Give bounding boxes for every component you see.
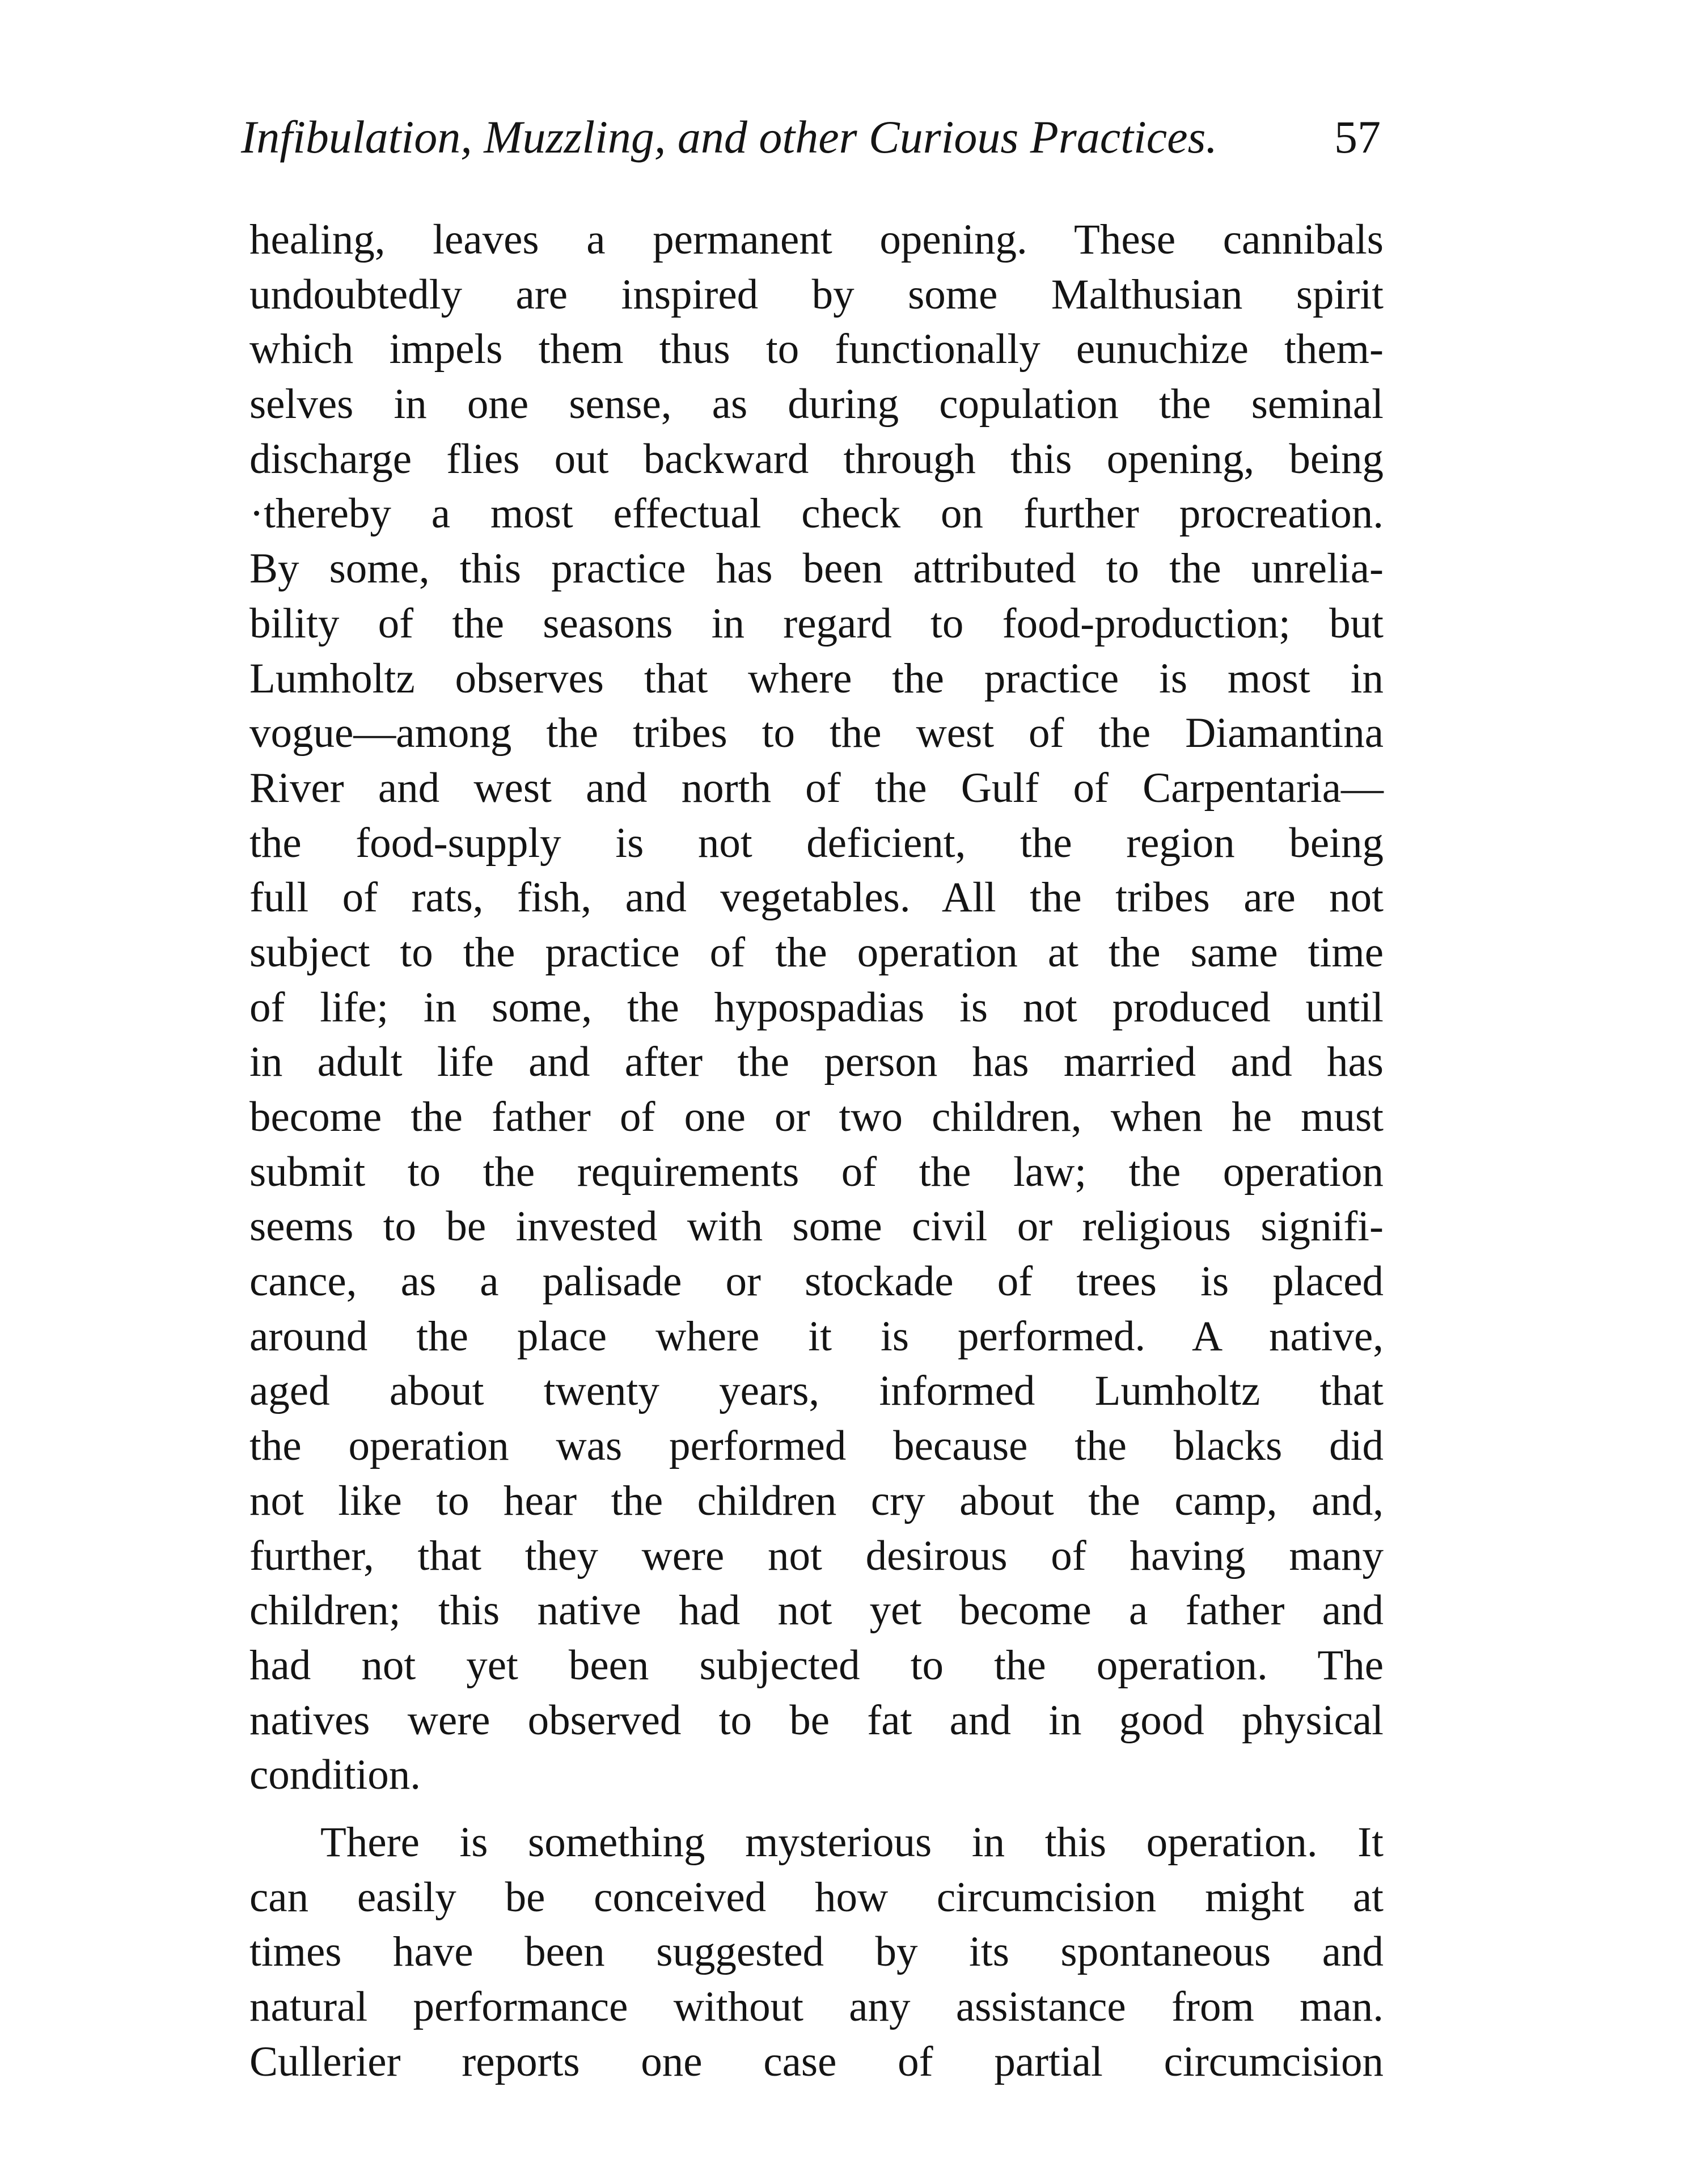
text-line: undoubtedly are inspired by some Malthusian spirit <box>249 271 1384 318</box>
text-line: subject to the practice of the operation at the same time <box>249 928 1384 976</box>
text-line: bility of the seasons in regard to food-production; but <box>249 599 1384 647</box>
text-line: vogue—among the tribes to the west of the Diamantina <box>249 709 1384 757</box>
text-line: healing, leaves a permanent opening. These cannibals <box>249 216 1384 263</box>
text-line: the operation was performed because the blacks did <box>249 1422 1384 1470</box>
text-line: ·thereby a most effectual check on further procreation. <box>249 490 1384 538</box>
text-line: of life; in some, the hypospadias is not produced until <box>249 983 1384 1031</box>
text-line: become the father of one or two children, when he must <box>249 1093 1384 1140</box>
text-line: There is something mysterious in this operation. It <box>320 1818 1384 1866</box>
text-line: River and west and north of the Gulf of Carpentaria— <box>249 764 1384 812</box>
text-line: submit to the requirements of the law; the operation <box>249 1148 1384 1196</box>
text-line: the food-supply is not deficient, the region being <box>249 819 1384 867</box>
page-number: 57 <box>1334 111 1381 163</box>
text-line: times have been suggested by its spontaneous and <box>249 1928 1384 1976</box>
text-line: By some, this practice has been attributed to the unrelia- <box>249 545 1384 593</box>
text-line: cance, as a palisade or stockade of trees is placed <box>249 1258 1384 1306</box>
paragraph-gap <box>249 1803 1384 1815</box>
running-head <box>241 111 1381 179</box>
text-line: Lumholtz observes that where the practice is most in <box>249 654 1384 702</box>
body-text <box>249 213 1384 2089</box>
text-line: can easily be conceived how circumcision might at <box>249 1873 1384 1921</box>
text-line: seems to be invested with some civil or religious signifi- <box>249 1203 1384 1251</box>
text-line: full of rats, fish, and vegetables. All the tribes are not <box>249 874 1384 922</box>
text-line: not like to hear the children cry about the camp, and, <box>249 1477 1384 1524</box>
text-line: selves in one sense, as during copulation the seminal <box>249 381 1384 428</box>
text-line: Cullerier reports one case of partial circumcision <box>249 2038 1384 2085</box>
text-line: further, that they were not desirous of having many <box>249 1532 1384 1579</box>
paragraph-1 <box>249 213 1384 1803</box>
text-line: aged about twenty years, informed Lumholtz that <box>249 1367 1384 1415</box>
text-line: natural performance without any assistance from man. <box>249 1983 1384 2030</box>
text-line: children; this native had not yet become a father and <box>249 1587 1384 1634</box>
text-line: natives were observed to be fat and in good physical <box>249 1696 1384 1744</box>
text-line: in adult life and after the person has married and has <box>249 1038 1384 1086</box>
text-line: had not yet been subjected to the operation. The <box>249 1641 1384 1689</box>
running-title: Infibulation, Muzzling, and other Curious Practices. <box>241 111 1217 163</box>
text-line: around the place where it is performed. A native, <box>249 1312 1384 1360</box>
paragraph-2 <box>249 1815 1384 2089</box>
text-line: which impels them thus to functionally eunuchize them- <box>249 326 1384 373</box>
text-line: discharge flies out backward through this opening, being <box>249 435 1384 483</box>
text-line: condition. <box>249 1751 421 1799</box>
